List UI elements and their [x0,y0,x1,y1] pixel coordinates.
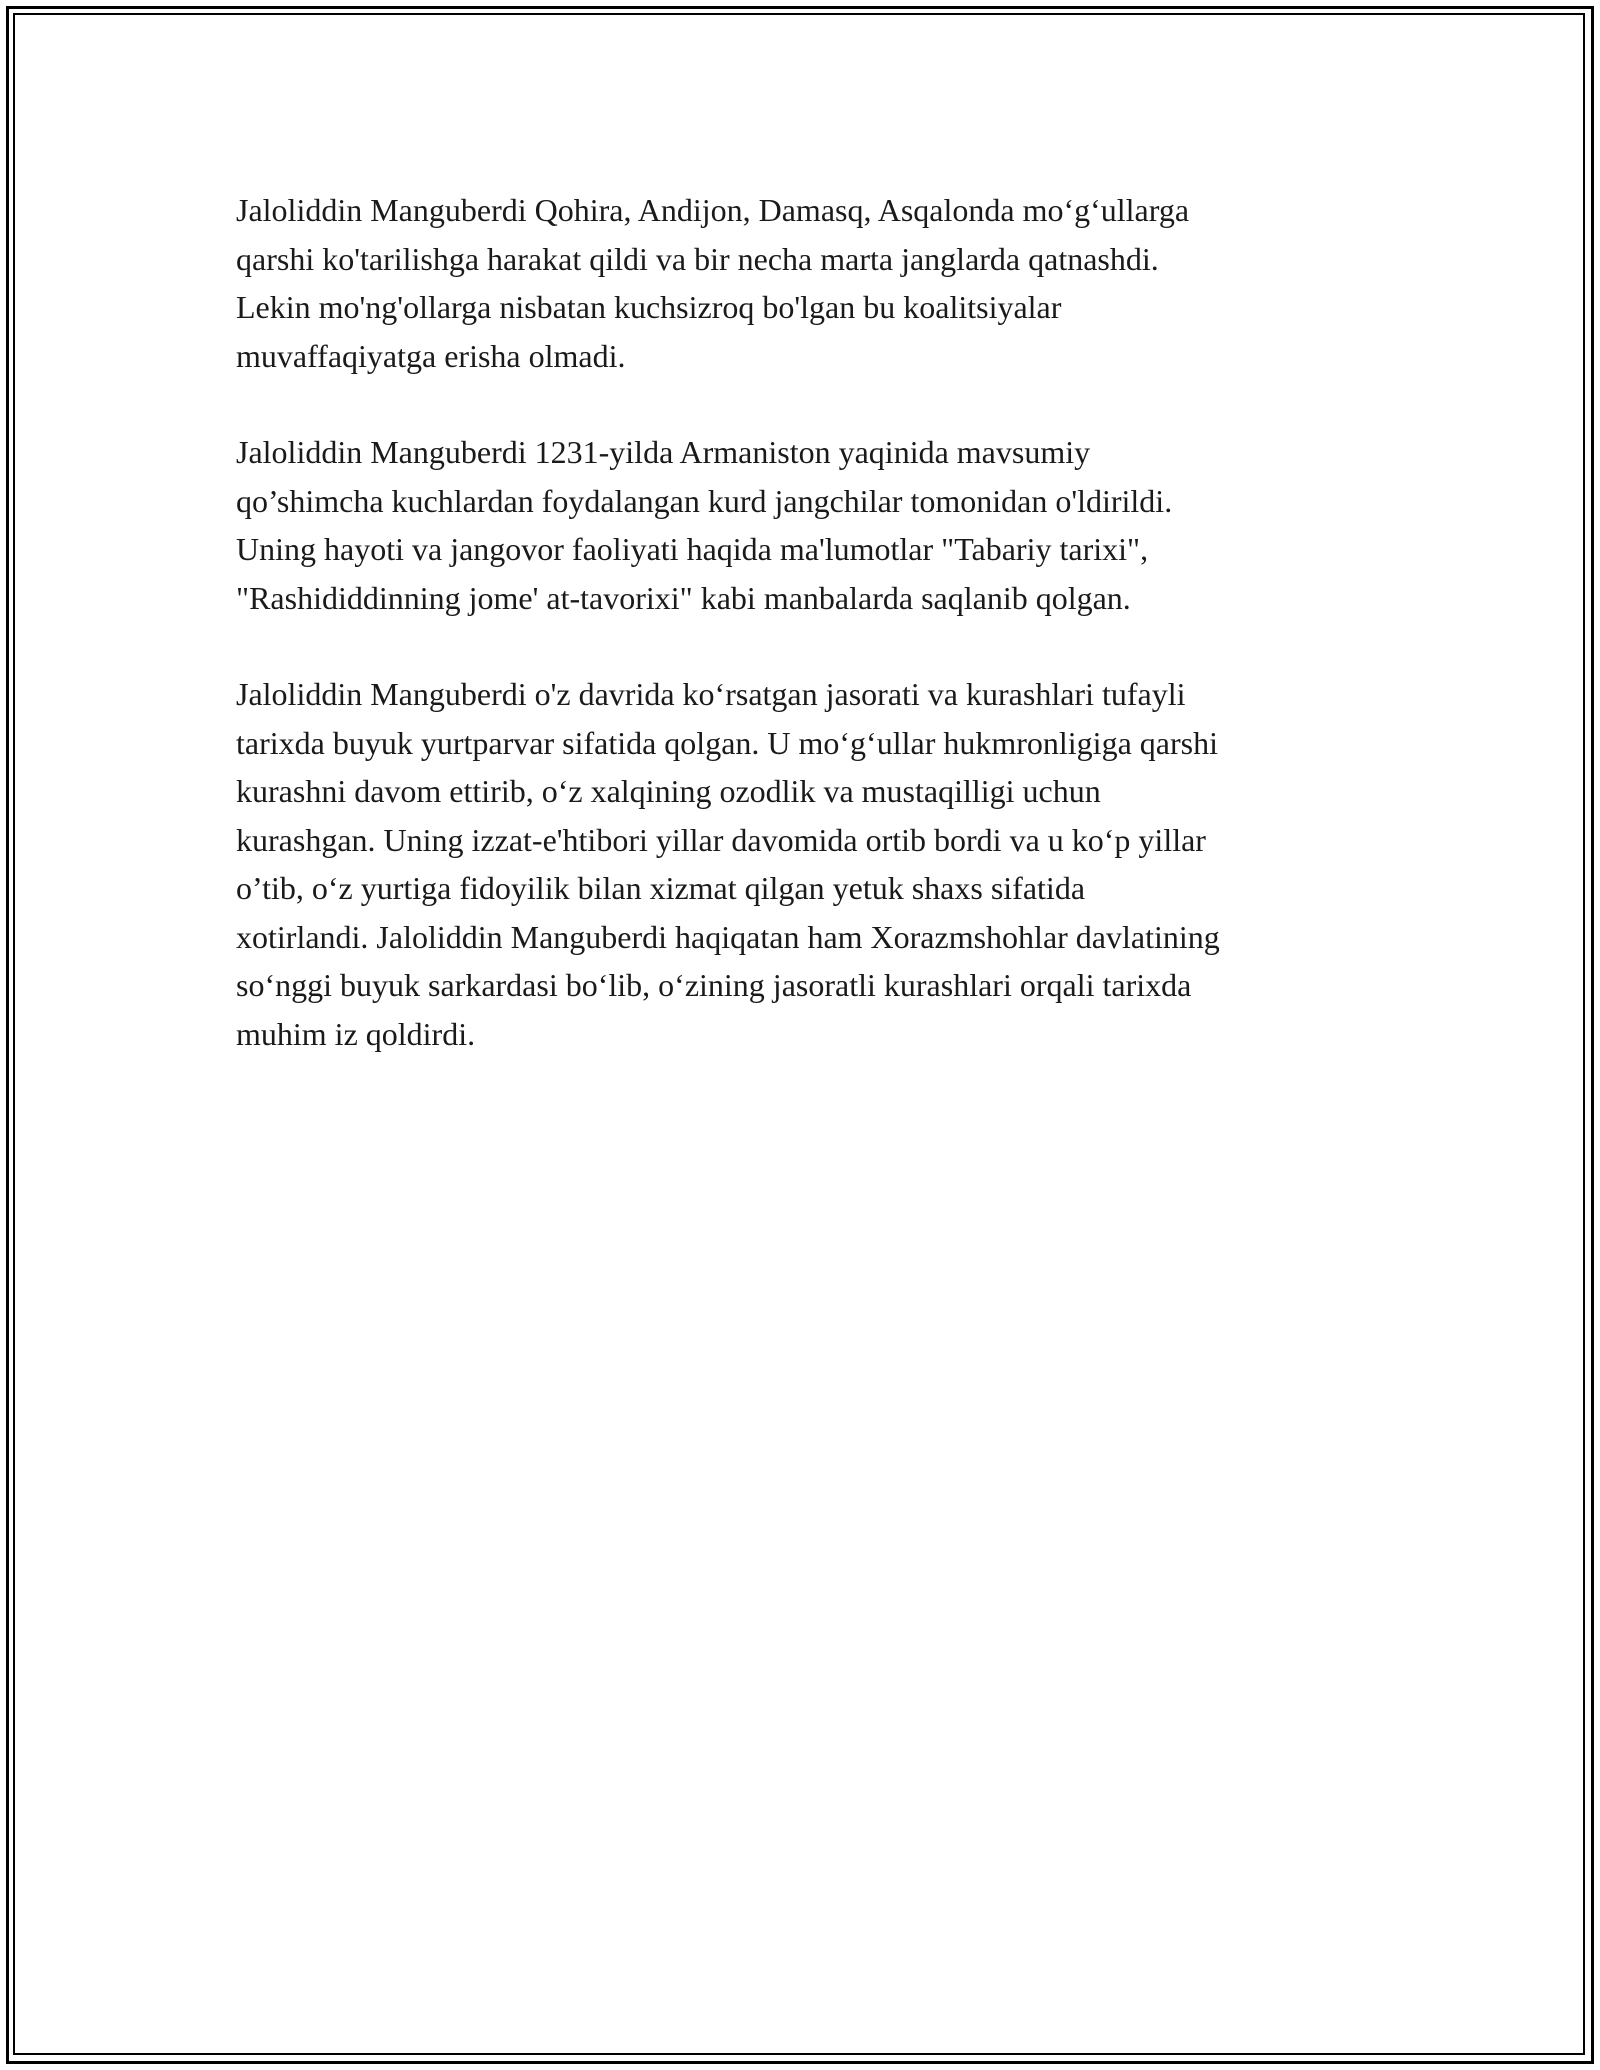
paragraph-2: Jaloliddin Manguberdi 1231-yilda Armaniston yaqinida mavsumiy qo’shimcha kuchlardan foydalangan kurd jangchilar tomonidan o'ldirildi. Uning hayoti va jangovor faoliyati haqida ma'lumotlar "Tabariy tarixi", "Rashididdinning jome' at-tavorixi" kabi manbalarda saqlanib qolgan. [236,434,1173,616]
paragraph-3: Jaloliddin Manguberdi o'z davrida ko‘rsatgan jasorati va kurashlari tufayli tarixda buyuk yurtparvar sifatida qolgan. U mo‘g‘ullar hukmronligiga qarshi kurashni davom ettirib, o‘z xalqining ozodlik va mustaqilligi uchun kurashgan. Uning izzat-e'htibori yillar davomida ortib bordi va u ko‘p yillar o’tib, o‘z yurtiga fidoyilik bilan xizmat qilgan yetuk shaxs sifatida xotirlandi. Jaloliddin Manguberdi haqiqatan ham Xorazmshohlar davlatining so‘nggi buyuk sarkardasi bo‘lib, o‘zining jasoratli kurashlari orqali tarixda muhim iz qoldirdi. [236,676,1220,1052]
document-body [236,186,1376,1106]
paragraph-1: Jaloliddin Manguberdi Qohira, Andijon, Damasq, Asqalonda mo‘g‘ullarga qarshi ko'tarilishga harakat qildi va bir necha marta janglarda qatnashdi. Lekin mo'ng'ollarga nisbatan kuchsizroq bo'lgan bu koalitsiyalar muvaffaqiyatga erisha olmadi. [236,192,1190,374]
